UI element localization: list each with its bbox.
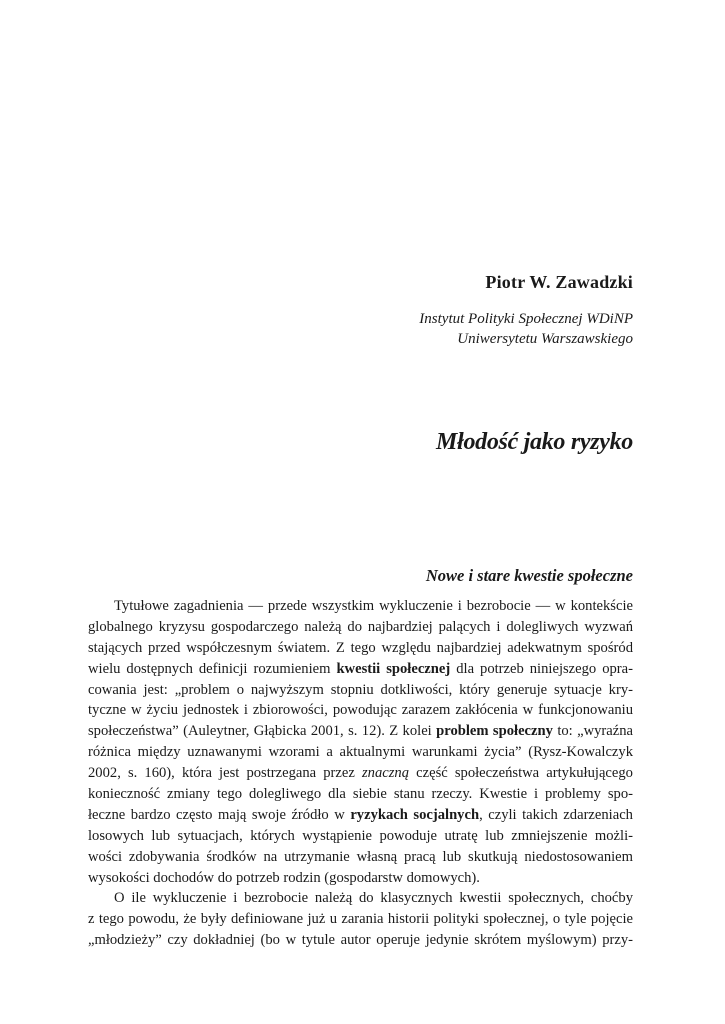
text-segment: , czyli takich zdarzeniach bbox=[479, 806, 633, 823]
text-segment: łeczne bardzo często mają swoje źródło w bbox=[88, 806, 351, 823]
article-title: Młodość jako ryzyko bbox=[436, 429, 633, 455]
text-line: cowania jest: „problem o najwyższym stopniu dotkliwości, który generuje sytuacje kry- bbox=[88, 681, 633, 698]
text-segment: to: „wyraźna bbox=[552, 723, 634, 740]
text-segment: dla potrzeb niniejszego opra- bbox=[450, 660, 633, 677]
text-line: globalnego kryzysu gospodarczego należą do najbardziej palących i dolegliwych wyzwań bbox=[88, 618, 633, 635]
article-body bbox=[88, 596, 633, 951]
text-line: Tytułowe zagadnienia — przede wszystkim wykluczenie i bezrobocie — w kontekście bbox=[114, 598, 633, 614]
text-segment: społeczeństwa” (Auleytner, Głąbicka 2001, s. 12). Z kolei bbox=[88, 723, 437, 740]
text-segment: część społeczeństwa artykułującego bbox=[409, 765, 633, 782]
text-line: wości zdobywania środków na utrzymanie własną pracą lub skutkują niedostosowaniem bbox=[88, 848, 633, 865]
term-kwestia-spoleczna: kwestii społecznej bbox=[336, 660, 451, 677]
text-line bbox=[88, 659, 633, 680]
text-line: różnica między uznawanymi wzorami a aktualnymi warunkami życia” (Rysz-Kowalczyk bbox=[88, 744, 633, 761]
term-problem-spoleczny: problem społeczny bbox=[436, 723, 553, 740]
text-line: wysokości dochodów do potrzeb rodzin (gospodarstw domowych). bbox=[88, 869, 480, 886]
affiliation-line-1: Instytut Polityki Społecznej WDiNP bbox=[419, 311, 633, 327]
section-heading: Nowe i stare kwestie społeczne bbox=[425, 566, 633, 585]
text-line: losowych lub sytuacjach, których wystąpienie powoduje utratę lub zmniejszenie możli- bbox=[88, 827, 633, 844]
paragraph-2 bbox=[88, 888, 633, 951]
paragraph-1 bbox=[88, 596, 633, 888]
text-line: z tego powodu, że były definiowane już u zarania historii polityki społecznej, o tyle pojęcie bbox=[88, 911, 633, 928]
emphasis-znaczna: znaczną bbox=[361, 765, 410, 782]
text-line: konieczność zmiany tego dolegliwego dla siebie stanu rzeczy. Kwestie i problemy spo- bbox=[88, 786, 633, 803]
affiliation-line-2: Uniwersytetu Warszawskiego bbox=[457, 331, 633, 347]
text-segment: 2002, s. 160), która jest postrzegana przez bbox=[88, 765, 362, 782]
text-line: stających przed współczesnym światem. Z tego względu najbardziej adekwatnym spośród bbox=[88, 639, 633, 656]
text-line: O ile wykluczenie i bezrobocie należą do klasycznych kwestii społecznych, choćby bbox=[114, 890, 633, 907]
text-line bbox=[88, 805, 633, 826]
text-line bbox=[88, 721, 633, 742]
term-ryzyka-socjalne: ryzykach socjalnych bbox=[350, 806, 480, 823]
text-segment: wielu dostępnych definicji rozumieniem bbox=[88, 660, 337, 677]
text-line: tyczne w życiu jednostek i zbiorowości, powodując zarazem zakłócenia w funkcjonowaniu bbox=[88, 702, 633, 719]
text-line: „młodzieży” czy dokładniej (bo w tytule autor operuje jedynie skrótem myślowym) przy- bbox=[88, 932, 633, 949]
text-line bbox=[88, 763, 633, 784]
author-name: Piotr W. Zawadzki bbox=[485, 272, 633, 292]
author-affiliation bbox=[419, 309, 633, 349]
